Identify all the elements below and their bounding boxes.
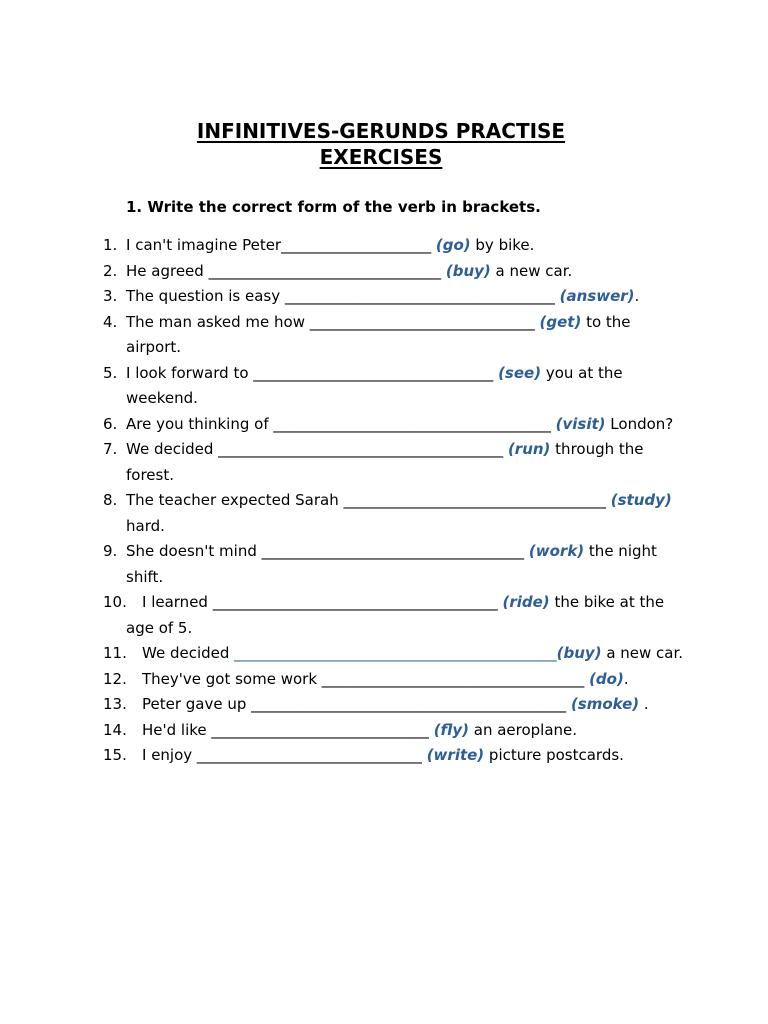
exercise-item-4 — [0, 310, 686, 361]
item-text-before: I look forward to — [126, 363, 254, 382]
item-text-after: hard. — [126, 516, 165, 535]
item-number: 11. — [103, 644, 127, 662]
answer-blank[interactable]: _____________________________________ — [273, 414, 551, 433]
item-text-after: by bike. — [470, 236, 535, 254]
answer-blank[interactable]: __________________________________________ — [251, 695, 567, 713]
exercise-item-7 — [0, 437, 686, 488]
item-text-before: I can't imagine Peter — [126, 236, 282, 254]
item-number: 2. — [103, 261, 118, 280]
answer-blank[interactable]: ___________________________________________ — [234, 644, 557, 662]
exercise-list — [0, 233, 768, 769]
verb-hint: (answer) — [559, 287, 635, 305]
exercise-item-3 — [0, 284, 686, 310]
item-text-before: I enjoy — [142, 746, 197, 764]
exercise-item-10 — [0, 590, 686, 641]
item-text-after: to the airport. — [126, 312, 631, 356]
item-number: 7. — [103, 440, 118, 458]
item-text-after: London? — [605, 414, 674, 433]
exercise-item-8 — [0, 488, 686, 539]
verb-hint: (get) — [539, 312, 582, 331]
answer-blank[interactable]: ______________________________________ — [212, 593, 498, 611]
title-line-2: EXERCISES — [319, 145, 443, 169]
item-number: 10. — [103, 593, 127, 611]
verb-hint: (visit) — [555, 414, 606, 433]
item-text-before: The teacher expected Sarah — [126, 491, 344, 509]
item-text-before: The man asked me how — [126, 312, 310, 331]
exercise-item-2 — [0, 259, 686, 285]
item-text-before: He'd like — [142, 720, 212, 739]
item-number: 5. — [103, 363, 118, 382]
answer-blank[interactable]: ______________________________________ — [218, 440, 504, 458]
exercise-item-1 — [0, 233, 686, 259]
verb-hint: (work) — [528, 542, 585, 560]
item-text-after: . — [634, 287, 640, 305]
verb-hint: (run) — [507, 440, 551, 458]
verb-hint: (buy) — [556, 644, 602, 662]
item-number: 9. — [103, 542, 118, 560]
item-number: 12. — [103, 669, 127, 688]
item-text-after: you at the weekend. — [126, 363, 623, 407]
answer-blank[interactable]: _______________________________ — [208, 261, 442, 280]
item-text-before: We decided — [142, 644, 235, 662]
exercise-item-12 — [0, 667, 686, 693]
verb-hint: (see) — [498, 363, 542, 382]
item-text-after: a new car. — [490, 261, 573, 280]
answer-blank[interactable]: ____________________ — [281, 236, 432, 254]
verb-hint: (do) — [589, 669, 624, 688]
exercise-item-14 — [0, 718, 686, 744]
item-text-after: through the forest. — [126, 440, 644, 484]
item-text-before: We decided — [126, 440, 219, 458]
answer-blank[interactable]: ________________________________ — [253, 363, 494, 382]
answer-blank[interactable]: ___________________________________ — [321, 669, 585, 688]
item-number: 1. — [103, 236, 118, 254]
answer-blank[interactable]: ______________________________ — [309, 312, 535, 331]
item-text-before: Peter gave up — [142, 695, 252, 713]
exercise-instruction: 1. Write the correct form of the verb in brackets. — [126, 198, 541, 216]
exercise-item-9 — [0, 539, 686, 590]
item-number: 4. — [103, 312, 118, 331]
item-text-before: He agreed — [126, 261, 209, 280]
verb-hint: (smoke) — [570, 695, 640, 713]
item-text-before: I learned — [142, 593, 213, 611]
answer-blank[interactable]: ____________________________________ — [284, 287, 555, 305]
item-number: 13. — [103, 695, 127, 713]
item-text-before: She doesn't mind — [126, 542, 262, 560]
answer-blank[interactable]: ___________________________________ — [261, 542, 525, 560]
item-number: 6. — [103, 414, 118, 433]
answer-blank[interactable]: ______________________________ — [196, 746, 422, 764]
exercise-item-5 — [0, 361, 686, 412]
exercise-item-6 — [0, 412, 686, 438]
exercise-item-15 — [0, 743, 686, 769]
verb-hint: (write) — [426, 746, 485, 764]
title-line-1: INFINITIVES-GERUNDS PRACTISE — [196, 119, 566, 143]
item-text-before: They've got some work — [142, 669, 322, 688]
item-number: 8. — [103, 491, 118, 509]
item-text-before: Are you thinking of — [126, 414, 274, 433]
exercise-item-13 — [0, 692, 686, 718]
verb-hint: (ride) — [502, 593, 550, 611]
item-number: 3. — [103, 287, 118, 305]
item-number: 15. — [103, 746, 127, 764]
verb-hint: (fly) — [433, 720, 469, 739]
item-text-after: . — [639, 695, 649, 713]
verb-hint: (buy) — [445, 261, 491, 280]
item-text-after: . — [623, 669, 629, 688]
item-text-after: an aeroplane. — [468, 720, 578, 739]
item-text-after: picture postcards. — [484, 746, 624, 764]
verb-hint: (study) — [610, 491, 672, 509]
item-text-after: the night shift. — [126, 542, 657, 586]
item-text-after: the bike at the age of 5. — [126, 593, 665, 637]
page-title — [0, 118, 762, 170]
item-text-before: The question is easy — [126, 287, 285, 305]
exercise-item-11 — [0, 641, 686, 667]
verb-hint: (go) — [435, 236, 471, 254]
item-number: 14. — [103, 720, 127, 739]
answer-blank[interactable]: ___________________________________ — [343, 491, 606, 509]
answer-blank[interactable]: _____________________________ — [211, 720, 429, 739]
item-text-after: a new car. — [601, 644, 684, 662]
